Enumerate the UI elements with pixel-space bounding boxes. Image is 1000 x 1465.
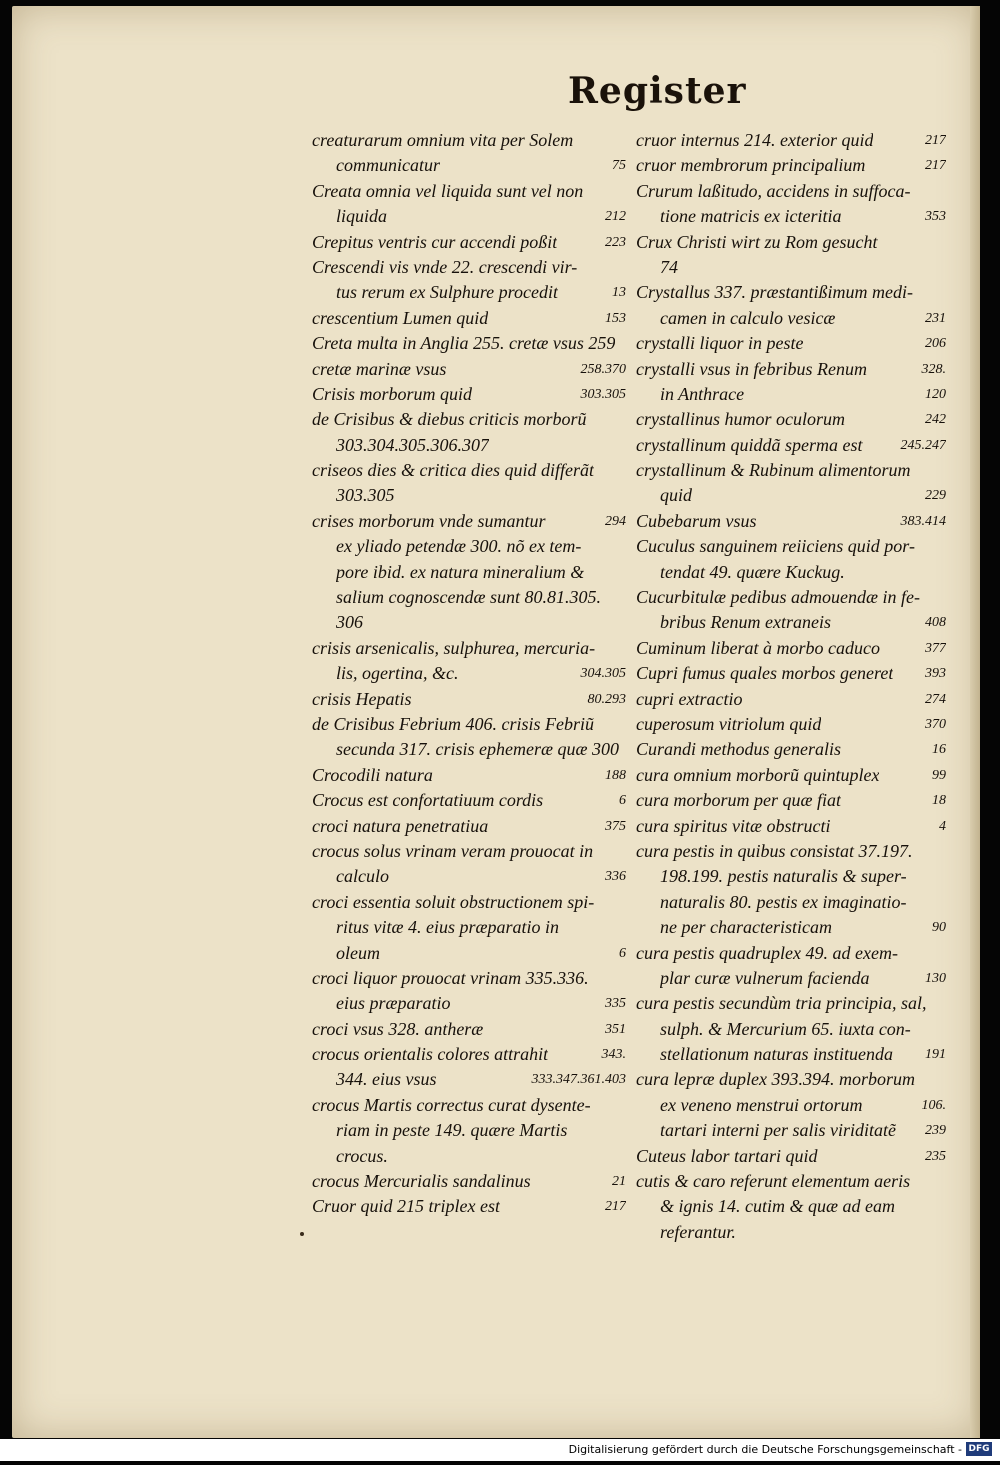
index-entry-text: & ignis 14. cutim & quæ ad eam [660, 1196, 895, 1217]
index-column-right [636, 128, 946, 1245]
index-entry-page: 130 [925, 970, 946, 986]
index-entry-page: 21 [612, 1174, 626, 1190]
index-entry [636, 788, 946, 813]
index-entry-text: Crepitus ventris cur accendi poßit [312, 231, 558, 252]
index-entry-text: cura morborum per quæ fiat [636, 790, 842, 811]
index-entry-page: 235 [925, 1148, 946, 1164]
index-entry-page: 223 [605, 234, 626, 250]
index-entry [312, 306, 626, 331]
index-entry-text: pore ibid. ex natura mineralium & [336, 561, 585, 582]
index-entry [312, 585, 626, 610]
index-entry-text: Crystallus 337. præstantißimum medi- [636, 282, 914, 303]
dfg-logo: DFG [966, 1442, 992, 1456]
page-edge [970, 6, 980, 1438]
index-entry [636, 1067, 946, 1092]
index-entry [636, 1118, 946, 1143]
index-entry-page: 13 [612, 285, 626, 301]
index-entry [312, 483, 626, 508]
index-entry-page: 393 [925, 666, 946, 682]
index-entry-text: Cuculus sanguinem reiiciens quid por- [636, 536, 915, 557]
index-entry [636, 204, 946, 229]
index-entry [312, 1042, 626, 1067]
index-entry [312, 1017, 626, 1042]
index-entry [636, 763, 946, 788]
index-entry-text: Cruor quid 215 triplex est [312, 1196, 500, 1217]
index-entry-page: 120 [925, 386, 946, 402]
index-entry [636, 1042, 946, 1067]
index-entry [312, 661, 626, 686]
index-entry [312, 280, 626, 305]
index-entry [312, 1144, 626, 1169]
index-entry [312, 1093, 626, 1118]
index-entry-text: quid [660, 485, 693, 506]
index-entry-text: cruor internus 214. exterior quid [636, 130, 874, 150]
index-entry-text: crocus solus vrinam veram prouocat in [312, 840, 594, 861]
index-entry-page: 242 [925, 412, 946, 428]
index-entry-page: 75 [612, 158, 626, 174]
index-entry-page: 212 [605, 209, 626, 225]
index-entry-page: 217 [925, 133, 946, 148]
index-entry-page: 80.293 [587, 691, 626, 707]
index-entry [636, 1017, 946, 1042]
index-entry-text: 303.305 [336, 485, 395, 506]
index-entry [636, 560, 946, 585]
index-entry-text: criseos dies & critica dies quid differãt [312, 460, 594, 481]
index-entry-text: salium cognoscendæ sunt 80.81.305. [336, 587, 601, 608]
index-entry [312, 636, 626, 661]
index-entry-text: cura pestis in quibus consistat 37.197. [636, 840, 913, 861]
index-entry-page: 18 [932, 793, 946, 809]
index-entry-text: Crocus est confortatiuum cordis [312, 790, 544, 811]
index-entry-text: cura pestis secundùm tria principia, sal, [636, 993, 927, 1014]
index-entry-page: 217 [925, 158, 946, 174]
index-entry [636, 737, 946, 762]
index-entry [636, 230, 946, 255]
index-entry [312, 737, 626, 762]
index-entry [636, 687, 946, 712]
index-entry-page: 343. [601, 1047, 626, 1063]
index-entry-text: tione matricis ex icteritia [660, 206, 842, 227]
index-column-left [312, 128, 626, 1220]
index-entry-text: lis, ogertina, &c. [336, 663, 459, 684]
index-entry [312, 230, 626, 255]
index-entry-text: crocus. [336, 1145, 388, 1166]
index-entry [312, 915, 626, 940]
index-entry-page: 351 [605, 1021, 626, 1037]
index-entry [636, 483, 946, 508]
index-entry [312, 814, 626, 839]
index-entry-page: 375 [605, 818, 626, 834]
index-entry [312, 179, 626, 204]
index-entry-page: 274 [925, 691, 946, 707]
index-entry-text: crocus orientalis colores attrahit [312, 1044, 549, 1065]
index-entry [636, 357, 946, 382]
index-entry [636, 966, 946, 991]
index-entry-page: 229 [925, 488, 946, 504]
index-entry-text: 306 [336, 612, 363, 633]
index-entry-page: 383.414 [900, 513, 946, 529]
index-entry-page: 217 [605, 1199, 626, 1215]
index-entry [636, 153, 946, 178]
index-entry [312, 509, 626, 534]
index-entry-page: 370 [925, 716, 946, 732]
footer-credit: Digitalisierung gefördert durch die Deutsche Forschungsgemeinschaft - [568, 1443, 962, 1456]
index-entry [636, 331, 946, 356]
index-entry-text: cutis & caro referunt elementum aeris [636, 1171, 911, 1192]
index-entry-text: ex yliado petendæ 300. nõ ex tem- [336, 536, 582, 557]
index-entry-text: crystalli vsus in febribus Renum [636, 358, 867, 379]
index-entry-text: 303.304.305.306.307 [336, 434, 489, 455]
index-entry [636, 839, 946, 864]
index-entry [312, 128, 626, 153]
index-entry [312, 382, 626, 407]
index-entry-text: cruor membrorum principalium [636, 155, 866, 176]
index-entry [636, 1144, 946, 1169]
index-entry [636, 534, 946, 559]
index-entry-text: Crescendi vis vnde 22. crescendi vir- [312, 256, 578, 277]
index-entry [636, 814, 946, 839]
index-entry-text: crocus Mercurialis sandalinus [312, 1171, 531, 1192]
index-entry-page: 106. [921, 1097, 946, 1113]
index-entry [312, 788, 626, 813]
index-entry-text: Cuminum liberat à morbo caduco [636, 637, 880, 658]
index-entry [636, 636, 946, 661]
index-entry-page: 6 [619, 793, 626, 809]
index-entry-text: 198.199. pestis naturalis & super- [660, 866, 907, 887]
index-entry-text: cura lepræ duplex 393.394. morborum [636, 1069, 915, 1090]
index-entry-text: Crisis morborum quid [312, 383, 473, 404]
index-entry-text: cura spiritus vitæ obstructi [636, 815, 831, 836]
index-entry-text: in Anthrace [660, 383, 745, 404]
index-entry [312, 433, 626, 458]
index-entry-text: de Crisibus Febrium 406. crisis Febriũ [312, 713, 594, 734]
index-entry-page: 335 [605, 996, 626, 1012]
index-entry [636, 458, 946, 483]
index-entry [312, 153, 626, 178]
index-entry [636, 1169, 946, 1194]
index-entry-text: secunda 317. crisis ephemeræ quæ 300 [336, 739, 619, 760]
index-entry [312, 890, 626, 915]
index-entry-page: 377 [925, 640, 946, 656]
index-entry [312, 941, 626, 966]
index-entry-text: crystallinum quiddã sperma est [636, 434, 863, 455]
index-entry [636, 585, 946, 610]
index-entry [312, 839, 626, 864]
index-entry [312, 1118, 626, 1143]
index-entry-page: 6 [619, 945, 626, 961]
index-entry [312, 712, 626, 737]
index-entry-page: 206 [925, 336, 946, 352]
index-entry [636, 610, 946, 635]
index-entry-text: 74 [660, 256, 678, 277]
index-entry-text: liquida [336, 206, 388, 227]
index-entry [312, 1194, 626, 1219]
index-entry [312, 1067, 626, 1092]
index-entry-text: crocus Martis correctus curat dysente- [312, 1094, 591, 1115]
index-entry [312, 864, 626, 889]
index-entry-page: 153 [605, 310, 626, 326]
index-entry [636, 890, 946, 915]
index-entry [312, 560, 626, 585]
index-entry [636, 1220, 946, 1245]
index-entry-text: crises morborum vnde sumantur [312, 510, 546, 531]
index-entry-page: 353 [925, 209, 946, 225]
index-entry-text: cretæ marinæ vsus [312, 358, 447, 379]
index-entry-text: Cubebarum vsus [636, 510, 757, 531]
index-entry-text: stellationum naturas instituenda [660, 1044, 894, 1065]
index-entry [636, 712, 946, 737]
index-entry-page: 245.247 [900, 437, 946, 453]
index-entry-text: 344. eius vsus [336, 1069, 437, 1090]
index-entry-text: tus rerum ex Sulphure procedit [336, 282, 558, 303]
index-entry-page: 303.305 [580, 386, 626, 402]
index-entry-page: 231 [925, 310, 946, 326]
index-entry [636, 407, 946, 432]
page-heading: Register [568, 70, 747, 112]
index-entry [636, 864, 946, 889]
index-entry [312, 357, 626, 382]
index-entry [636, 382, 946, 407]
index-entry-text: oleum [336, 942, 380, 963]
index-entry-text: creaturarum omnium vita per Solem [312, 130, 574, 150]
index-entry-text: Cucurbitulæ pedibus admouendæ in fe- [636, 587, 920, 608]
index-entry-page: 258.370 [580, 361, 626, 377]
index-entry [312, 991, 626, 1016]
index-entry [636, 179, 946, 204]
index-entry-page: 188 [605, 767, 626, 783]
index-entry-text: sulph. & Mercurium 65. iuxta con- [660, 1018, 911, 1039]
index-entry-text: cuperosum vitriolum quid [636, 713, 822, 734]
index-entry [636, 661, 946, 686]
index-entry-page: 328. [921, 361, 946, 377]
index-entry-page: 239 [925, 1123, 946, 1139]
index-entry-text: crisis Hepatis [312, 688, 412, 709]
index-entry-text: ex veneno menstrui ortorum [660, 1094, 863, 1115]
index-entry-text: crystalli liquor in peste [636, 333, 804, 354]
index-entry [312, 331, 626, 356]
index-entry [636, 991, 946, 1016]
index-entry-page: 99 [932, 767, 946, 783]
index-entry-page: 90 [932, 920, 946, 936]
index-entry-text: Curandi methodus generalis [636, 739, 841, 760]
index-entry-text: croci natura penetratiua [312, 815, 489, 836]
index-entry [312, 966, 626, 991]
index-entry-text: croci essentia soluit obstructionem spi- [312, 891, 595, 912]
index-entry-text: cura pestis quadruplex 49. ad exem- [636, 942, 898, 963]
index-entry-text: ne per characteristicam [660, 917, 832, 938]
index-entry [312, 687, 626, 712]
index-entry-text: crystallinus humor oculorum [636, 409, 845, 430]
index-entry-page: 4 [939, 818, 946, 834]
index-entry [636, 433, 946, 458]
index-entry-text: croci vsus 328. antheræ [312, 1018, 484, 1039]
index-entry-text: tartari interni per salis viriditatẽ [660, 1120, 897, 1141]
index-entry-page: 191 [925, 1047, 946, 1063]
index-entry-text: Cuteus labor tartari quid [636, 1145, 818, 1166]
index-entry [636, 1093, 946, 1118]
footer-bar [0, 1439, 1000, 1461]
index-entry-page: 333.347.361.403 [531, 1072, 626, 1088]
index-entry-text: crescentium Lumen quid [312, 307, 489, 328]
index-entry-text: crystallinum & Rubinum alimentorum [636, 460, 911, 481]
index-entry-text: naturalis 80. pestis ex imaginatio- [660, 891, 907, 912]
index-entry [636, 255, 946, 280]
index-entry-text: ritus vitæ 4. eius præparatio in [336, 917, 560, 938]
index-entry-page: 304.305 [580, 666, 626, 682]
index-entry [312, 610, 626, 635]
index-entry [636, 280, 946, 305]
index-entry-text: Crux Christi wirt zu Rom gesucht [636, 231, 878, 252]
index-entry-page: 408 [925, 615, 946, 631]
index-entry-text: crisis arsenicalis, sulphurea, mercuria- [312, 637, 596, 658]
ink-blot [300, 1232, 304, 1236]
index-entry-text: Crurum laßitudo, accidens in suffoca- [636, 180, 911, 201]
index-entry-text: calculo [336, 866, 389, 887]
index-entry-text: tendat 49. quære Kuckug. [660, 561, 845, 582]
index-entry [312, 458, 626, 483]
index-entry-text: cupri extractio [636, 688, 743, 709]
index-entry [312, 407, 626, 432]
index-entry-text: Cupri fumus quales morbos generet [636, 663, 894, 684]
index-entry [636, 1194, 946, 1219]
index-entry [636, 941, 946, 966]
index-entry-text: plar curæ vulnerum facienda [660, 967, 870, 988]
index-entry [636, 509, 946, 534]
index-entry [312, 763, 626, 788]
index-entry [636, 915, 946, 940]
index-entry [636, 306, 946, 331]
index-entry-text: Creata omnia vel liquida sunt vel non [312, 180, 584, 201]
index-entry-page: 16 [932, 742, 946, 758]
index-entry-page: 336 [605, 869, 626, 885]
index-entry-text: croci liquor prouocat vrinam 335.336. [312, 967, 589, 988]
index-entry-text: riam in peste 149. quære Martis [336, 1120, 568, 1141]
index-entry-text: bribus Renum extraneis [660, 612, 831, 633]
index-entry-text: Creta multa in Anglia 255. cretæ vsus 259 [312, 333, 616, 354]
index-entry [312, 534, 626, 559]
index-entry-text: referantur. [660, 1221, 736, 1242]
index-entry-text: Crocodili natura [312, 764, 433, 785]
index-entry-text: cura omnium morborũ quintuplex [636, 764, 880, 785]
index-entry [312, 204, 626, 229]
index-entry-text: camen in calculo vesicæ [660, 307, 836, 328]
index-entry-text: eius præparatio [336, 993, 451, 1014]
index-entry-page: 294 [605, 513, 626, 529]
index-entry [636, 128, 946, 153]
index-entry-text: communicatur [336, 155, 440, 176]
index-entry-text: de Crisibus & diebus criticis morborũ [312, 409, 587, 430]
index-entry [312, 255, 626, 280]
index-entry [312, 1169, 626, 1194]
